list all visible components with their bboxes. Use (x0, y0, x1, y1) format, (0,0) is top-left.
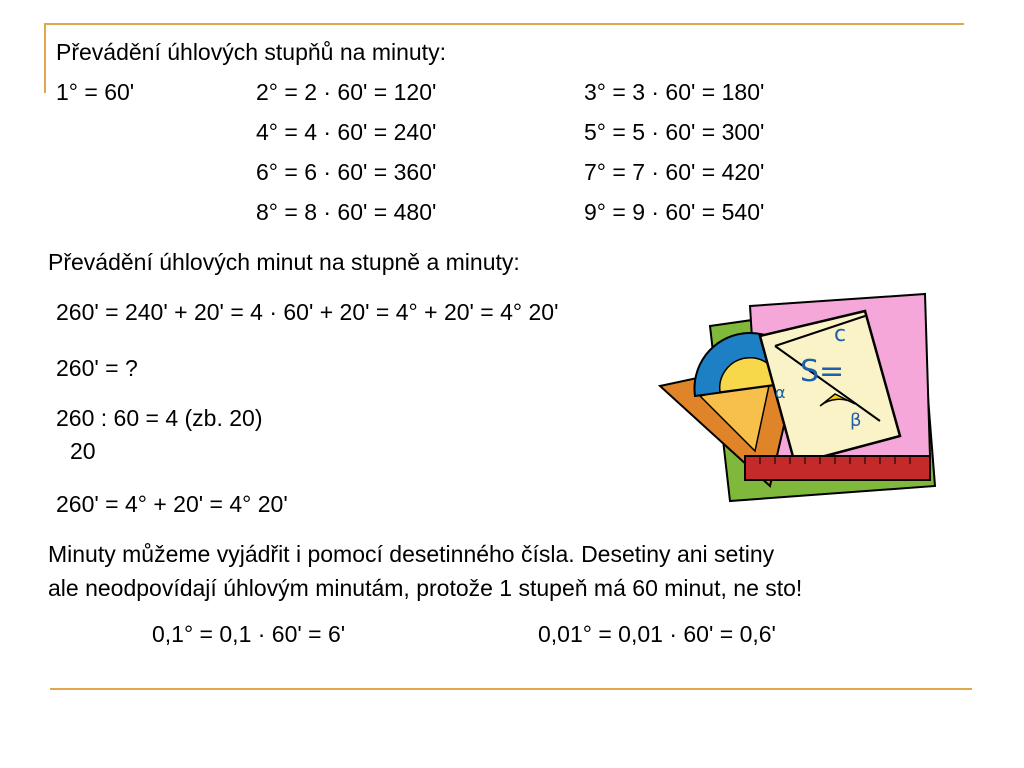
decimal-note-line2: ale neodpovídají úhlovým minutám, protože 1 stupeň má 60 minut, ne sto! (48, 575, 803, 601)
division-remainder: 20 (70, 438, 96, 464)
base-equation: 1° = 60' (56, 79, 135, 105)
decimal-example-2: 0,01° = 0,01 · 60' = 0,6' (538, 621, 776, 647)
section1-title: Převádění úhlových stupňů na minuty: (56, 39, 446, 65)
equation-5: 5° = 5 · 60' = 300' (584, 119, 765, 145)
geometry-tools-clipart (650, 286, 940, 516)
clipart-label-alpha: α (775, 383, 786, 402)
equation-4: 4° = 4 · 60' = 240' (256, 119, 437, 145)
conversion-result: 260' = 4° + 20' = 4° 20' (56, 491, 288, 517)
clipart-label-c: c (834, 322, 847, 347)
clipart-label-beta: β (850, 410, 862, 431)
equation-7: 7° = 7 · 60' = 420' (584, 159, 765, 185)
division-step: 260 : 60 = 4 (zb. 20) (56, 405, 263, 431)
equation-3: 3° = 3 · 60' = 180' (584, 79, 765, 105)
equation-9: 9° = 9 · 60' = 540' (584, 199, 765, 225)
section2-title: Převádění úhlových minut na stupně a minuty: (48, 249, 520, 275)
bottom-rule (50, 688, 972, 690)
decimal-note-line1: Minuty můžeme vyjádřit i pomocí desetinného čísla. Desetiny ani setiny (48, 541, 775, 567)
equation-6: 6° = 6 · 60' = 360' (256, 159, 437, 185)
clipart-label-s: S= (800, 354, 845, 389)
equation-2: 2° = 2 · 60' = 120' (256, 79, 437, 105)
equation-8: 8° = 8 · 60' = 480' (256, 199, 437, 225)
conversion-example: 260' = 240' + 20' = 4 · 60' + 20' = 4° + 20' = 4° 20' (56, 299, 559, 325)
left-rule (44, 23, 46, 93)
decimal-example-1: 0,1° = 0,1 · 60' = 6' (152, 621, 346, 647)
top-rule (44, 23, 964, 25)
conversion-question: 260' = ? (56, 355, 138, 381)
